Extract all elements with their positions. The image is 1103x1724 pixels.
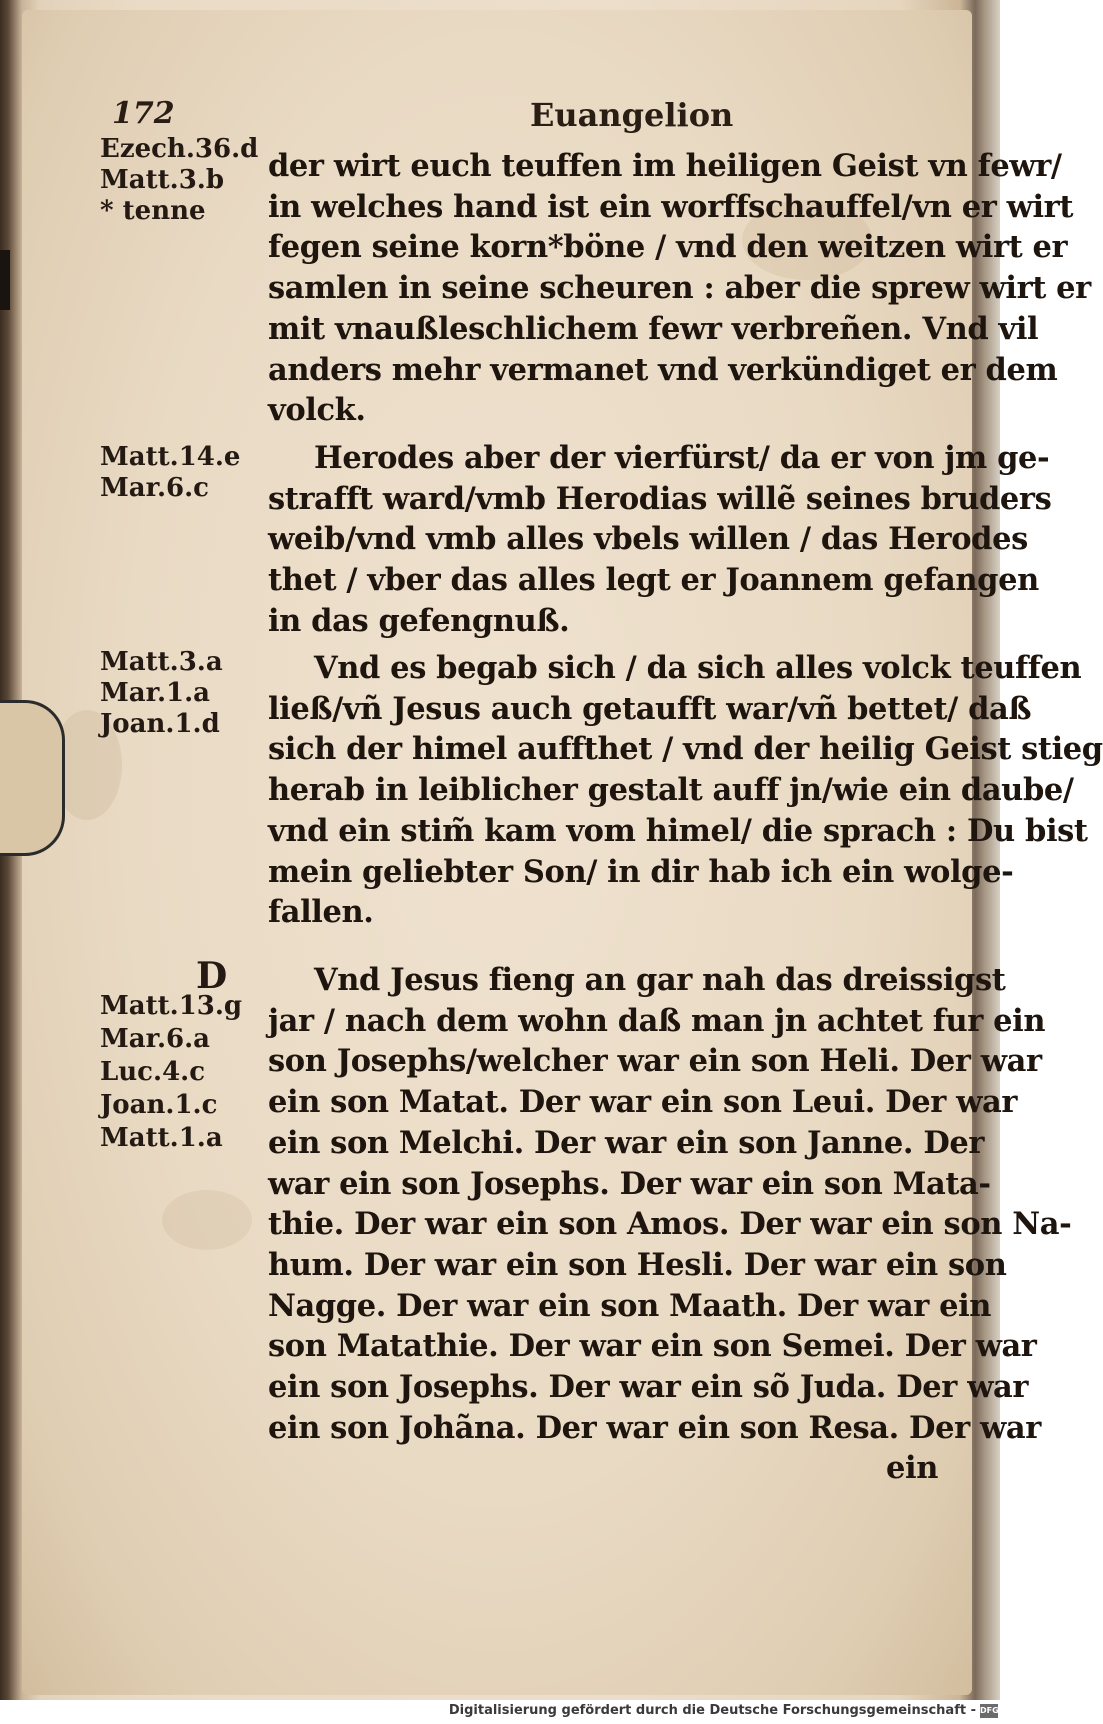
margin-note: Mar.1.a <box>100 678 210 708</box>
text-line: war ein son Josephs. Der war ein son Mata- <box>268 1165 991 1202</box>
text-line: jar / nach dem wohn daß man jn achtet fur ein <box>268 1002 1046 1039</box>
text-line: fegen seine korn*böne / vnd den weitzen wirt er <box>268 229 1068 266</box>
text-line: ein son Josephs. Der war ein sõ Juda. Der war <box>268 1369 1029 1406</box>
margin-note: Matt.3.b <box>100 165 225 195</box>
text-line: mit vnaußleschlichem fewr verbreñen. Vnd vil <box>268 310 1039 347</box>
margin-note: Luc.4.c <box>100 1057 206 1087</box>
margin-note: Matt.14.e <box>100 442 241 472</box>
margin-note: Matt.1.a <box>100 1123 223 1153</box>
text-line: Vnd es begab sich / da sich alles volck teuffen <box>314 650 1082 686</box>
running-head: Euangelion <box>530 96 734 134</box>
text-line: sich der himel auffthet / vnd der heilig Geist stieg <box>268 731 1103 768</box>
text-line: son Matathie. Der war ein son Semei. Der war <box>268 1328 1037 1365</box>
section-marker: D <box>196 955 228 997</box>
text-line: in welches hand ist ein worffschauffel/vn er wirt <box>268 188 1074 225</box>
text-line: volck. <box>268 392 366 429</box>
text-line: Nagge. Der war ein son Maath. Der war ein <box>268 1287 992 1324</box>
margin-notes-group-2 <box>100 442 250 504</box>
text-line: thet / vber das alles legt er Joannem gefangen <box>268 562 1039 599</box>
text-line: ließ/vñ Jesus auch getaufft war/vñ bettet/ daß <box>268 690 1032 727</box>
footer-bar <box>0 1700 1000 1724</box>
margin-note: Matt.3.a <box>100 647 223 677</box>
margin-note: Joan.1.c <box>100 1090 218 1120</box>
paper-stain <box>162 1190 252 1250</box>
paragraph-2 <box>268 438 1052 642</box>
margin-note: Ezech.36.d <box>100 134 259 164</box>
catchword: ein <box>886 1450 938 1487</box>
page-number: 172 <box>112 96 175 131</box>
margin-note: Joan.1.d <box>100 709 220 739</box>
paragraph-4 <box>268 960 1072 1489</box>
text-line: Vnd Jesus fieng an gar nah das dreissigst <box>314 962 1006 998</box>
text-line: Herodes aber der vierfürst/ da er von jm ge- <box>314 440 1050 476</box>
text-line: weib/vnd vmb alles vbels willen / das Herodes <box>268 521 1028 558</box>
margin-notes-group-4 <box>100 990 250 1155</box>
paragraph-3 <box>268 648 1103 933</box>
margin-notes-group-1 <box>100 134 259 227</box>
paragraph-1 <box>268 146 1091 431</box>
text-line: in das gefengnuß. <box>268 602 570 639</box>
text-line: thie. Der war ein son Amos. Der war ein son Na- <box>268 1206 1072 1243</box>
margin-note: Mar.6.a <box>100 1024 210 1054</box>
text-line: ein son Melchi. Der war ein son Janne. Der <box>268 1124 985 1161</box>
dfg-logo: DFG <box>980 1704 998 1718</box>
page-edge-shadow <box>0 250 10 310</box>
footer-credit: Digitalisierung gefördert durch die Deutsche Forschungsgemeinschaft - <box>448 1703 976 1718</box>
text-line: strafft ward/vmb Herodias willẽ seines bruders <box>268 480 1052 517</box>
margin-note: * tenne <box>100 196 206 226</box>
text-line: hum. Der war ein son Hesli. Der war ein son <box>268 1246 1007 1283</box>
text-line: son Josephs/welcher war ein son Heli. Der war <box>268 1043 1042 1080</box>
text-line: fallen. <box>268 894 374 931</box>
margin-note: Mar.6.c <box>100 473 209 503</box>
margin-note: Matt.13.g <box>100 991 243 1021</box>
text-line: samlen in seine scheuren : aber die sprew wirt er <box>268 270 1091 307</box>
text-line: herab in leiblicher gestalt auff jn/wie ein daube/ <box>268 772 1074 809</box>
text-line: ein son Johãna. Der war ein son Resa. Der war <box>268 1409 1041 1446</box>
text-line: vnd ein stim̃ kam vom himel/ die sprach : Du bist <box>268 812 1088 849</box>
text-line: anders mehr vermanet vnd verkündiget er dem <box>268 351 1058 388</box>
text-line: mein geliebter Son/ in dir hab ich ein wolge- <box>268 853 1014 890</box>
bookmark-clip <box>0 700 65 856</box>
text-line: ein son Matat. Der war ein son Leui. Der war <box>268 1084 1018 1121</box>
margin-notes-group-3 <box>100 647 250 740</box>
text-line: der wirt euch teuffen im heiligen Geist vn fewr/ <box>268 148 1062 184</box>
